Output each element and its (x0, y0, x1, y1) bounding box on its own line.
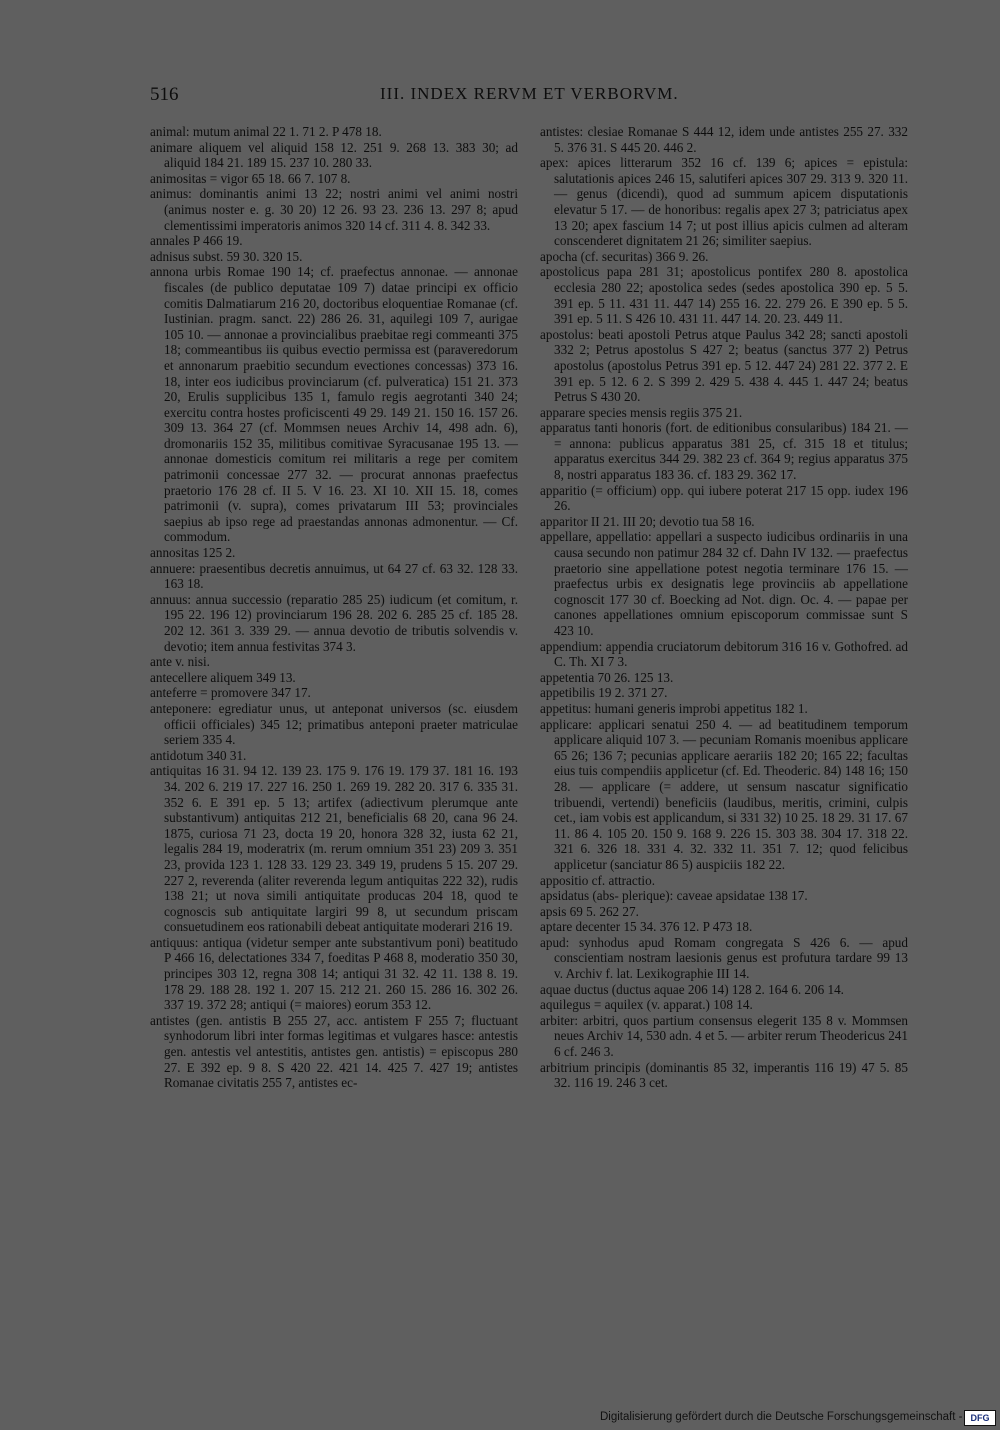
index-entry: animare aliquem vel aliquid 158 12. 251 9. 268 13. 383 30; ad aliquid 184 21. 189 15. 237 10. 280 33. (150, 139, 518, 171)
index-entry: apparare species mensis regiis 375 21. (540, 404, 743, 420)
index-entry: animositas = vigor 65 18. 66 7. 107 8. (150, 170, 351, 186)
index-entry: apparitor II 21. III 20; devotio tua 58 16. (540, 513, 755, 529)
index-entry: annales P 466 19. (150, 233, 243, 249)
index-entry: animal: mutum animal 22 1. 71 2. P 478 18. (150, 124, 382, 139)
index-entry: aquae ductus (ductus aquae 206 14) 128 2. 164 6. 206 14. (540, 981, 844, 997)
footer (0, 1408, 1000, 1430)
index-entry: apostolus: beati apostoli Petrus atque Paulus 342 28; sancti apostoli 332 2; Petrus apostolus S 427 2; beatus (sanctus 377 2) Petrus apostolus (apostolus Petrus 391 ep. 5 12. 447 24) 281 22. 377 2. E 391 ep. 5 12. 6 2. S 399 2. 429 5. 438 4. 445 1. 447 24; beatus Petrus S 430 20. (540, 326, 908, 405)
index-entry: anteferre = promovere 347 17. (150, 685, 311, 701)
index-entry: annuere: praesentibus decretis annuimus, ut 64 27 cf. 63 32. 128 33. 163 18. (150, 560, 518, 592)
index-entry: applicare: applicari senatui 250 4. — ad beatitudinem temporum applicare aliquid 107 3. — pecuniam Romanis moenibus applicare 65 26; 136 7; pecunias applicare aerariis 182 20; 165 22; facultas eius tuis compendiis applicetur (cf. Ed. Theoderic. 84) 148 16; 150 28. — applicare (= addere, ut sensum nascatur significatio tribuendi, vertendi) beneficiis (laudibus, meritis, crimini, culpis cet., iam vobis est applicandum, si 331 32) 10 25. 18 29. 31 17. 67 11. 86 4. 105 20. 150 9. 168 9. 226 15. 303 38. 304 17. 318 22. 321 6. 326 18. 331 4. 32. 332 11. 351 7. 12; quod felicibus applicetur (sanciatur 86 5) auspiciis 182 22. (540, 716, 908, 872)
index-entry: apud: synhodus apud Romam congregata S 426 6. — apud conscientiam nostram laesionis genus est profutura tardare 99 13 v. Archiv f. lat. Lexikographie III 14. (540, 934, 908, 982)
index-entry: apocha (cf. securitas) 366 9. 26. (540, 248, 709, 264)
index-entry: appetibilis 19 2. 371 27. (540, 685, 668, 701)
index-entry: antistes (gen. antistis B 255 27, acc. antistem F 255 7; fluctuant synhodorum libri inter formas legitimas et vulgares hasce: antestis gen. antestis vel antestitis, antistes gen. antistis) = episcopus 280 27. E 392 ep. 9 8. S 420 22. 421 14. 425 7. 427 19; antistes Romanae civitatis 255 7, antistes ec- (150, 1012, 518, 1091)
index-entry: aptare decenter 15 34. 376 12. P 473 18. (540, 919, 753, 935)
left-column (150, 124, 518, 1091)
index-entry: appendium: appendia cruciatorum debitorum 316 16 v. Gothofred. ad C. Th. XI 7 3. (540, 638, 908, 670)
index-entry: apex: apices litterarum 352 16 cf. 139 6; apices = epistula: salutationis apices 246 15, salutiferi apices 307 29. 313 9. 320 11. — genus (dicendi), quod ad summum apicem disputationis elevatur 5 17. — de honoribus: regalis apex 27 3; patriciatus apex 13 20; apex fascium 14 7; ut post illius apicis culmen ad alteram conscenderet dignitatem 21 26; similiter saepius. (540, 155, 908, 249)
index-entry: antiquitas 16 31. 94 12. 139 23. 175 9. 176 19. 179 37. 181 16. 193 34. 202 6. 219 17. 227 16. 250 1. 269 19. 282 20. 317 6. 335 31. 352 6. E 391 ep. 5 13; artifex (adiectivum plerumque ante substantivum) antiquitas 212 21, beneficialis 68 20, cana 96 24. 1875, curiosa 71 23, docta 19 20, honora 328 32, iusta 62 21, legalis 284 19, moderatrix (m. rerum omnium 351 23) 209 3. 351 23, provida 123 1. 128 33. 129 23. 349 19, prudens 5 15. 207 29. 227 2, reverenda (aliter reverenda legum antiquitas 222 32), rudis 138 21; ut nova simili antiquitate producas 204 18, quod te cognoscis sub antiquitate largiri 99 8, ut secundum priscam consuetudinem eos rationabili debeat antiquitate moderari 216 19. (150, 763, 518, 935)
index-entry: apparatus tanti honoris (fort. de editionibus consularibus) 184 21. — = annona: publicus apparatus 381 25, cf. 315 18 et titulus; apparatus exercitus 344 29. 382 23 cf. 364 9; regius apparatus 375 8, nostri apparatus 183 36. cf. 183 29. 362 17. (540, 420, 908, 483)
index-entry: appetitus: humani generis improbi appetitus 182 1. (540, 700, 808, 716)
index-entry: appositio cf. attractio. (540, 872, 655, 888)
index-entry: apostolicus papa 281 31; apostolicus pontifex 280 8. apostolica ecclesia 280 22; apostolica sedes (sedes apostolica 390 ep. 5 5. 391 ep. 5 11. 431 11. 447 14) 255 16. 22. 279 26. E 390 ep. 5 5. 391 ep. 5 11. S 426 10. 431 11. 447 14. 20. 23. 449 11. (540, 264, 908, 327)
index-entry: antistes: clesiae Romanae S 444 12, idem unde antistes 255 27. 332 5. 376 31. S 445 20. 446 2. (540, 124, 908, 155)
index-entry: arbiter: arbitri, quos partium consensus elegerit 135 8 v. Mommsen neues Archiv 14, 530 adn. 4 et 5. — arbiter rerum Theodericus 241 6 cf. 246 3. (540, 1012, 908, 1060)
index-entry: annona urbis Romae 190 14; cf. praefectus annonae. — annonae fiscales (de publico deputatae 109 7) datae principi ex officio comitis Dalmatiarum 216 20, doctoribus eloquentiae Romanae (cf. Iustinian. pragm. sanct. 22) 286 26. 31, aquilegi 109 7, aurigae 105 10. — annonae a provincialibus praebitae regi commeanti 375 18; commeantibus iis quibus evectio permissa est (paraveredorum et annonarum praebitio secundum evectiones concessas) 373 16. 18, inter eos iudicibus provinciarum (cf. pulveratica) 151 21. 373 20, Erulis supplicibus 135 1, famulo regis aegrotanti 340 24; exercitu contra hostes proficiscenti 49 29. 149 21. 150 16. 157 26. 309 13. 364 27 (cf. Mommsen neues Archiv 14, 498 adn. 6), dromonariis 152 35, militibus comitivae Syracusanae 195 13. — annonae domesticis comitum rei militaris a rege per comitem patrimonii concessae 277 32. — procurat annonas praefectus praetorio 176 28 cf. II 5. V 16. 23. XI 10. XII 15. 18, comes patrimonii (v. supra), comes privatarum III 53; provinciales saepius ab ipso rege ad praestandas annonas admonentur. — Cf. commodum. (150, 264, 518, 545)
index-entry: appetentia 70 26. 125 13. (540, 669, 674, 685)
index-entry: antiquus: antiqua (videtur semper ante substantivum poni) beatitudo P 466 16, delectationes 334 7, foeditas P 468 8, moderatio 350 30, principes 303 12, regna 308 14; antiqui 31 32. 42 11. 138 8. 19. 178 29. 188 28. 192 1. 207 15. 212 21. 260 15. 286 16. 302 26. 337 19. 372 28; antiqui (= maiores) eorum 353 12. (150, 934, 518, 1013)
index-entry: apsis 69 5. 262 27. (540, 903, 639, 919)
index-entry: adnisus subst. 59 30. 320 15. (150, 248, 303, 264)
footer-credit: Digitalisierung gefördert durch die Deutsche Forschungsgemeinschaft - (600, 1411, 963, 1423)
right-column (540, 124, 908, 1091)
page-title: III. INDEX RERVM ET VERBORVM. (380, 84, 679, 103)
index-entry: apsidatus (abs- plerique): caveae apsidatae 138 17. (540, 888, 808, 904)
index-entry: animus: dominantis animi 13 22; nostri animi vel animi nostri (animus noster e. g. 30 20) 12 26. 93 23. 236 13. 297 8; apud clementissimi imperatoris animos 320 14 cf. 311 4. 8. 342 33. (150, 186, 518, 233)
index-entry: apparitio (= officium) opp. qui iubere poterat 217 15 opp. iudex 196 26. (540, 482, 908, 514)
index-entry: antecellere aliquem 349 13. (150, 669, 296, 685)
index-entry: annuus: annua successio (reparatio 285 25) iudicum (et comitum, r. 195 22. 196 12) provinciarum 196 28. 202 6. 285 25 cf. 185 28. 202 12. 361 3. 339 29. — annua devotio de tributis solvendis v. devotio; item annua festivitas 374 3. (150, 591, 518, 654)
dfg-logo: DFG (964, 1410, 996, 1426)
index-entry: aquilegus = aquilex (v. apparat.) 108 14. (540, 997, 753, 1013)
page-header (150, 84, 870, 110)
index-entry: ante v. nisi. (150, 654, 210, 670)
page-number: 516 (150, 84, 179, 105)
index-entry: anteponere: egrediatur unus, ut anteponat universos (sc. eiusdem officii officiales) 345 12; primatibus anteponi praeter matriculae seriem 335 4. (150, 700, 518, 748)
index-entry: antidotum 340 31. (150, 747, 247, 763)
index-entry: arbitrium principis (dominantis 85 32, imperantis 116 19) 47 5. 85 32. 116 19. 246 3 cet. (540, 1059, 908, 1091)
index-entry: annositas 125 2. (150, 545, 236, 561)
index-entry: appellare, appellatio: appellari a suspecto iudicibus ordinariis in una causa secundo non patimur 284 32 cf. Dahn IV 132. — praefectus praetorio sine appellatione potest negotia terminare 176 15. — praefectus urbis ex designatis lege provinciis ab appellatione cognoscit 177 30 cf. Boecking ad Not. dign. Oc. 4. — papae per canones appellationes omnium episcoporum commissae sunt S 423 10. (540, 529, 908, 638)
